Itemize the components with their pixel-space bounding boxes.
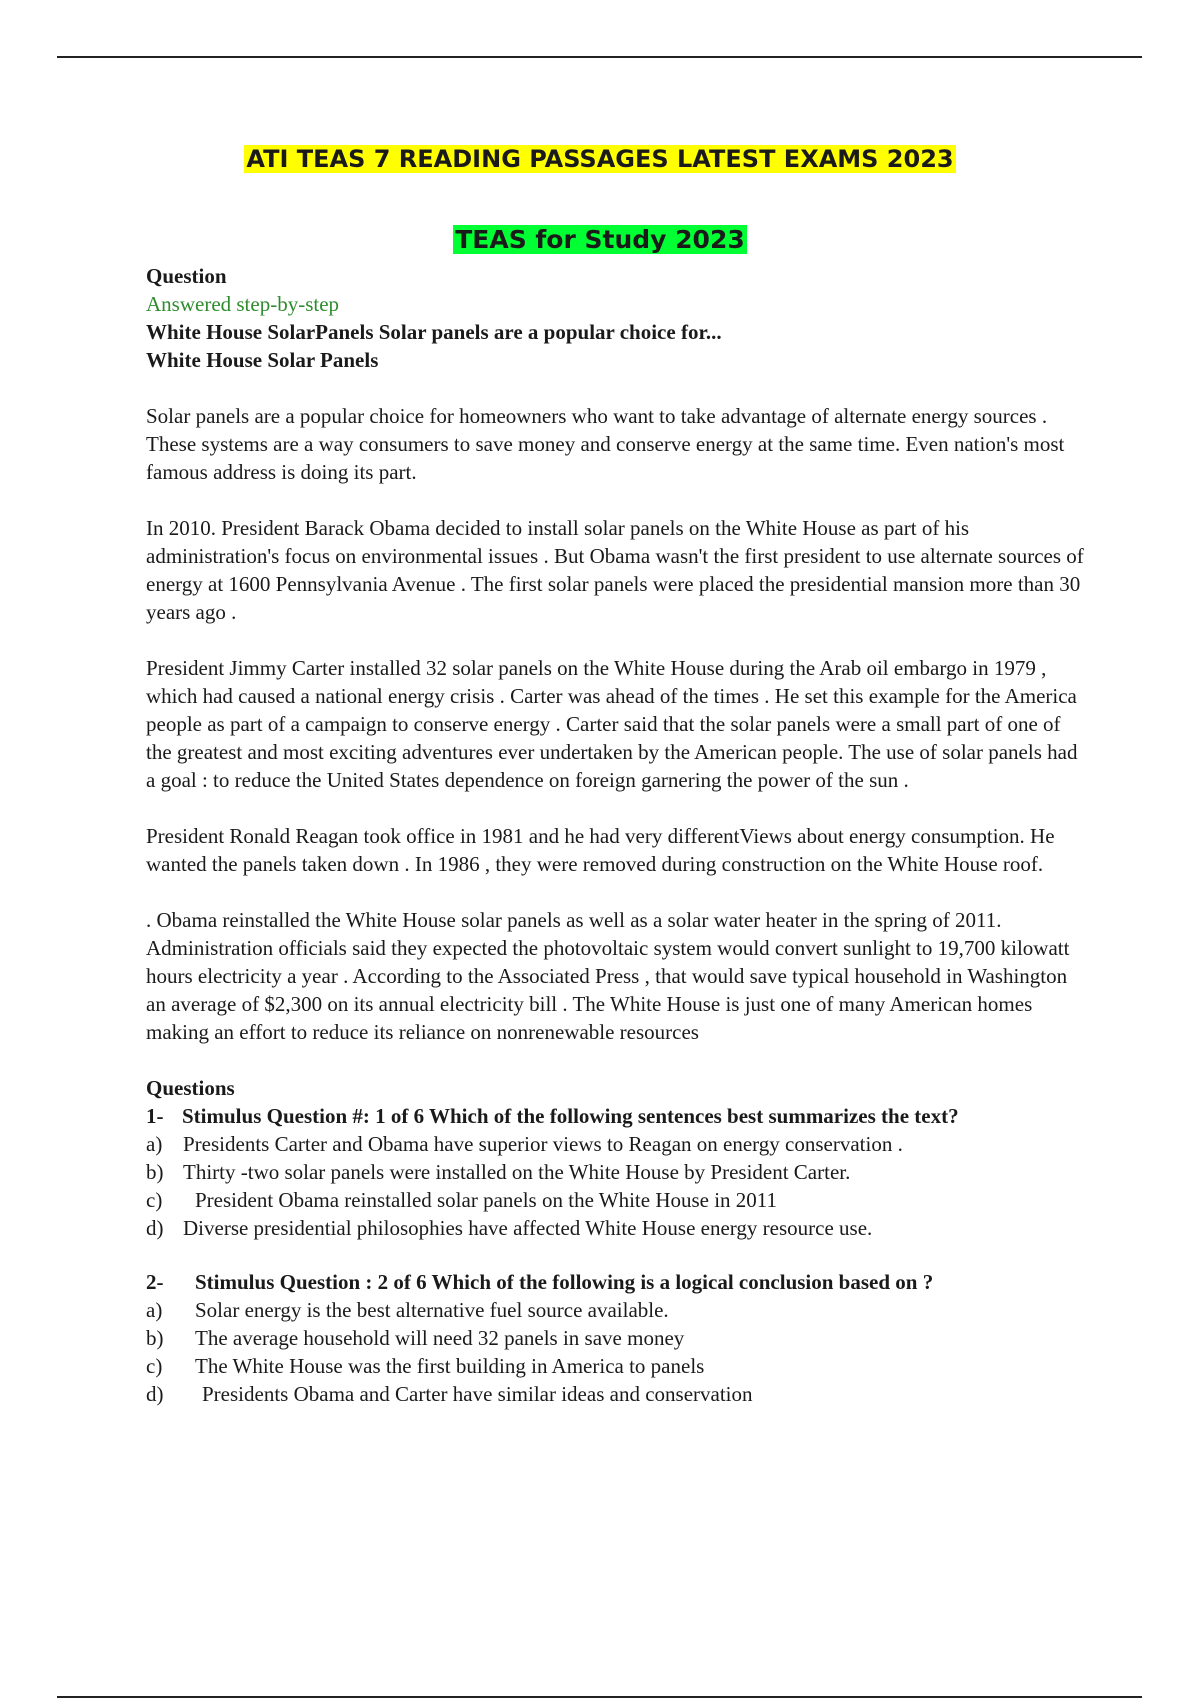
paragraph-text: . Obama reinstalled the White House solar panels as well as a solar water heater in the spring of 2011. Administration officials said they expected the photovoltaic system would convert sunlight to 19,700 kilowatt hours electricity a year . According to the Associated Press , that would save typical household in Washington an average of $2,300 on its annual electricity bill . The White House is just one of many American homes making an effort to reduce its reliance on nonrenewable resources	[146, 908, 1070, 1044]
question-2-option-a[interactable]	[146, 1296, 1091, 1324]
passage-paragraph-4	[146, 822, 1091, 878]
option-letter: b)	[146, 1326, 164, 1350]
option-letter: a)	[146, 1298, 163, 1322]
option-text: The average household will need 32 panels in save money	[195, 1326, 685, 1350]
document-title	[0, 145, 1200, 173]
option-text: Diverse presidential philosophies have affected White House energy resource use.	[183, 1216, 873, 1240]
question-1-option-b[interactable]	[146, 1158, 1091, 1186]
questions-section	[146, 1074, 1091, 1408]
question-1-option-a[interactable]	[146, 1130, 1091, 1158]
question-1	[146, 1102, 1091, 1130]
question-2-option-d[interactable]	[146, 1380, 1091, 1408]
question-1-option-d[interactable]	[146, 1214, 1091, 1242]
questions-label: Questions	[146, 1076, 235, 1100]
document-body	[146, 262, 1091, 1408]
question-1-option-c[interactable]	[146, 1186, 1091, 1214]
question-2	[146, 1268, 1091, 1296]
document-title-text: ATI TEAS 7 READING PASSAGES LATEST EXAMS 2023	[246, 145, 954, 173]
passage-paragraph-5	[146, 906, 1091, 1046]
option-text: Thirty -two solar panels were installed on the White House by President Carter.	[183, 1160, 851, 1184]
question-2-option-b[interactable]	[146, 1324, 1091, 1352]
document-subtitle	[0, 225, 1200, 254]
option-letter: c)	[146, 1354, 163, 1378]
question-text: Stimulus Question : 2 of 6 Which of the following is a logical conclusion based on ?	[195, 1270, 934, 1294]
top-rule	[57, 56, 1142, 58]
answered-label: Answered step-by-step	[146, 292, 340, 316]
option-letter: d)	[146, 1216, 164, 1240]
option-text: The White House was the first building in America to panels	[195, 1354, 705, 1378]
question-number: 1-	[146, 1104, 164, 1128]
teaser-text: White House SolarPanels Solar panels are a popular choice for...	[146, 320, 722, 344]
option-letter: b)	[146, 1160, 164, 1184]
option-letter: c)	[146, 1188, 163, 1212]
passage-paragraph-3	[146, 654, 1091, 794]
option-text: President Obama reinstalled solar panels on the White House in 2011	[195, 1188, 778, 1212]
option-text: Presidents Obama and Carter have similar ideas and conservation	[202, 1382, 753, 1406]
question-text: Stimulus Question #: 1 of 6 Which of the following sentences best summarizes the text?	[182, 1104, 959, 1128]
passage-paragraph-2	[146, 514, 1091, 626]
bottom-rule	[57, 1696, 1142, 1698]
option-text: Solar energy is the best alternative fuel source available.	[195, 1298, 669, 1322]
passage-paragraph-1	[146, 402, 1091, 486]
paragraph-text: Solar panels are a popular choice for homeowners who want to take advantage of alternate energy sources . These systems are a way consumers to save money and conserve energy at the same time. Even nation's most famous address is doing its part.	[146, 404, 1065, 484]
paragraph-text: President Ronald Reagan took office in 1981 and he had very differentViews about energy consumption. He wanted the panels taken down . In 1986 , they were removed during construction on the White House roof.	[146, 824, 1055, 876]
option-letter: d)	[146, 1382, 164, 1406]
question-label: Question	[146, 264, 227, 288]
passage-title: White House Solar Panels	[146, 348, 379, 372]
option-letter: a)	[146, 1132, 163, 1156]
question-number: 2-	[146, 1270, 164, 1294]
question-2-option-c[interactable]	[146, 1352, 1091, 1380]
document-subtitle-text: TEAS for Study 2023	[455, 225, 745, 254]
option-text: Presidents Carter and Obama have superior views to Reagan on energy conservation .	[183, 1132, 903, 1156]
paragraph-text: President Jimmy Carter installed 32 solar panels on the White House during the Arab oil embargo in 1979 , which had caused a national energy crisis . Carter was ahead of the times . He set this example for the America people as part of a campaign to conserve energy . Carter said that the solar panels were a small part of one of the greatest and most exciting adventures ever undertaken by the American people. The use of solar panels had a goal : to reduce the United States dependence on foreign garnering the power of the sun .	[146, 656, 1078, 792]
paragraph-text: In 2010. President Barack Obama decided to install solar panels on the White House as part of his administration's focus on environmental issues . But Obama wasn't the first president to use alternate sources of energy at 1600 Pennsylvania Avenue . The first solar panels were placed the presidential mansion more than 30 years ago .	[146, 516, 1084, 624]
